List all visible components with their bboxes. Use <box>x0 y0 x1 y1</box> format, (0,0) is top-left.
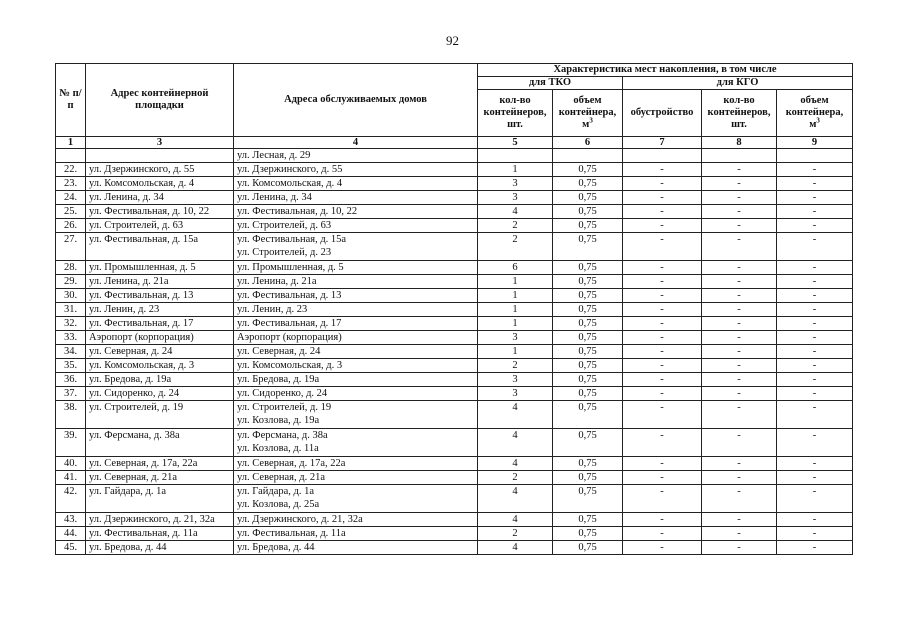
tko-count: 3 <box>478 177 553 191</box>
tko-count: 3 <box>478 331 553 345</box>
tko-count: 4 <box>478 485 553 513</box>
row-number: 33. <box>56 331 86 345</box>
kgo-volume: - <box>777 177 853 191</box>
tko-volume: 0,75 <box>553 485 623 513</box>
kgo-equipment: - <box>623 261 702 275</box>
kgo-volume: - <box>777 457 853 471</box>
site-address: ул. Северная, д. 21а <box>86 471 234 485</box>
tko-volume: 0,75 <box>553 331 623 345</box>
kgo-volume <box>777 149 853 163</box>
tko-count: 2 <box>478 233 553 261</box>
tko-volume: 0,75 <box>553 303 623 317</box>
served-house: ул. Ленин, д. 23 <box>237 304 308 315</box>
kgo-volume: - <box>777 205 853 219</box>
kgo-volume: - <box>777 429 853 457</box>
served-house: ул. Комсомольская, д. 3 <box>237 360 343 371</box>
row-number: 28. <box>56 261 86 275</box>
table-row <box>56 163 853 177</box>
table-row <box>56 317 853 331</box>
table-row <box>56 345 853 359</box>
kgo-equipment: - <box>623 331 702 345</box>
tko-count: 1 <box>478 275 553 289</box>
site-address: ул. Промышленная, д. 5 <box>86 261 234 275</box>
kgo-count: - <box>702 359 777 373</box>
table-row <box>56 457 853 471</box>
table-row <box>56 303 853 317</box>
row-number: 39. <box>56 429 86 457</box>
page-number: 92 <box>446 33 459 48</box>
served-house: ул. Козлова, д. 11а <box>237 443 319 454</box>
tko-count: 1 <box>478 345 553 359</box>
row-number: 23. <box>56 177 86 191</box>
tko-volume: 0,75 <box>553 541 623 555</box>
kgo-volume: - <box>777 261 853 275</box>
tko-count: 6 <box>478 261 553 275</box>
row-number: 44. <box>56 527 86 541</box>
served-house: ул. Ленина, д. 34 <box>237 192 312 203</box>
kgo-equipment: - <box>623 345 702 359</box>
table-row <box>56 331 853 345</box>
header-served: Адреса обслуживаемых домов <box>234 64 478 137</box>
kgo-volume: - <box>777 191 853 205</box>
kgo-volume: - <box>777 471 853 485</box>
column-number: 3 <box>86 137 234 149</box>
tko-volume: 0,75 <box>553 177 623 191</box>
served-houses <box>234 527 478 541</box>
kgo-count <box>702 149 777 163</box>
kgo-equipment: - <box>623 471 702 485</box>
served-house: ул. Строителей, д. 63 <box>237 220 332 231</box>
kgo-count: - <box>702 317 777 331</box>
kgo-equipment: - <box>623 275 702 289</box>
tko-count <box>478 149 553 163</box>
column-number: 1 <box>56 137 86 149</box>
site-address <box>86 149 234 163</box>
tko-volume: 0,75 <box>553 345 623 359</box>
served-house: ул. Комсомольская, д. 4 <box>237 178 343 189</box>
header-tko: для ТКО <box>478 77 623 90</box>
tko-count: 2 <box>478 527 553 541</box>
row-number: 43. <box>56 513 86 527</box>
table-row <box>56 261 853 275</box>
tko-volume: 0,75 <box>553 429 623 457</box>
served-house: ул. Гайдара, д. 1а <box>237 486 315 497</box>
site-address: ул. Фестивальная, д. 17 <box>86 317 234 331</box>
site-address: ул. Фестивальная, д. 10, 22 <box>86 205 234 219</box>
served-houses <box>234 513 478 527</box>
site-address: ул. Северная, д. 17а, 22а <box>86 457 234 471</box>
column-number: 8 <box>702 137 777 149</box>
table-row <box>56 429 853 457</box>
tko-volume: 0,75 <box>553 401 623 429</box>
site-address: ул. Гайдара, д. 1а <box>86 485 234 513</box>
served-house: ул. Фестивальная, д. 13 <box>237 290 342 301</box>
table-row <box>56 373 853 387</box>
kgo-volume: - <box>777 233 853 261</box>
served-house: ул. Фестивальная, д. 15а <box>237 234 347 245</box>
tko-count: 3 <box>478 373 553 387</box>
served-house: Аэропорт (корпорация) <box>237 332 342 343</box>
header-kgo-volume <box>777 90 853 137</box>
site-address: ул. Бредова, д. 44 <box>86 541 234 555</box>
site-address: ул. Сидоренко, д. 24 <box>86 387 234 401</box>
served-houses <box>234 191 478 205</box>
served-houses <box>234 289 478 303</box>
tko-volume: 0,75 <box>553 387 623 401</box>
tko-count: 4 <box>478 205 553 219</box>
table-row <box>56 219 853 233</box>
table-row <box>56 387 853 401</box>
table-row <box>56 527 853 541</box>
kgo-count: - <box>702 275 777 289</box>
served-house: ул. Фестивальная, д. 17 <box>237 318 342 329</box>
served-house: ул. Северная, д. 24 <box>237 346 321 357</box>
tko-count: 2 <box>478 219 553 233</box>
row-number: 26. <box>56 219 86 233</box>
kgo-equipment: - <box>623 205 702 219</box>
tko-count: 1 <box>478 163 553 177</box>
tko-volume: 0,75 <box>553 233 623 261</box>
tko-volume: 0,75 <box>553 275 623 289</box>
kgo-volume: - <box>777 387 853 401</box>
tko-volume: 0,75 <box>553 163 623 177</box>
served-house: ул. Козлова, д. 19а <box>237 415 320 426</box>
kgo-equipment: - <box>623 373 702 387</box>
kgo-equipment: - <box>623 429 702 457</box>
kgo-volume: - <box>777 345 853 359</box>
served-house: ул. Козлова, д. 25а <box>237 499 320 510</box>
served-house: ул. Северная, д. 17а, 22а <box>237 458 346 469</box>
kgo-equipment: - <box>623 219 702 233</box>
served-houses <box>234 373 478 387</box>
site-address: ул. Фестивальная, д. 13 <box>86 289 234 303</box>
served-houses <box>234 205 478 219</box>
tko-volume: 0,75 <box>553 527 623 541</box>
kgo-count: - <box>702 177 777 191</box>
tko-volume: 0,75 <box>553 205 623 219</box>
kgo-volume: - <box>777 373 853 387</box>
tko-count: 4 <box>478 541 553 555</box>
tko-volume: 0,75 <box>553 457 623 471</box>
served-house: ул. Дзержинского, д. 55 <box>237 164 343 175</box>
served-houses <box>234 429 478 457</box>
row-number: 27. <box>56 233 86 261</box>
row-number: 42. <box>56 485 86 513</box>
kgo-volume: - <box>777 163 853 177</box>
served-houses <box>234 401 478 429</box>
site-address: Аэропорт (корпорация) <box>86 331 234 345</box>
header-tko-volume <box>553 90 623 137</box>
table-row <box>56 275 853 289</box>
tko-volume: 0,75 <box>553 317 623 331</box>
kgo-equipment: - <box>623 177 702 191</box>
row-number: 25. <box>56 205 86 219</box>
kgo-count: - <box>702 457 777 471</box>
kgo-count: - <box>702 513 777 527</box>
tko-count: 2 <box>478 471 553 485</box>
served-house: ул. Лесная, д. 29 <box>237 150 311 161</box>
kgo-equipment: - <box>623 317 702 331</box>
kgo-count: - <box>702 345 777 359</box>
kgo-equipment: - <box>623 541 702 555</box>
kgo-equipment: - <box>623 359 702 373</box>
served-houses <box>234 345 478 359</box>
header-group: Характеристика мест накопления, в том числе <box>478 64 853 77</box>
site-address: ул. Бредова, д. 19а <box>86 373 234 387</box>
kgo-count: - <box>702 233 777 261</box>
row-number: 29. <box>56 275 86 289</box>
kgo-count: - <box>702 527 777 541</box>
served-house: ул. Сидоренко, д. 24 <box>237 388 328 399</box>
table-row <box>56 149 853 163</box>
served-house: ул. Строителей, д. 23 <box>237 247 332 258</box>
table-row <box>56 177 853 191</box>
kgo-count: - <box>702 289 777 303</box>
kgo-count: - <box>702 471 777 485</box>
tko-count: 3 <box>478 387 553 401</box>
served-houses <box>234 261 478 275</box>
kgo-equipment: - <box>623 163 702 177</box>
kgo-volume: - <box>777 275 853 289</box>
table-row <box>56 289 853 303</box>
tko-volume: 0,75 <box>553 513 623 527</box>
kgo-volume: - <box>777 513 853 527</box>
served-houses <box>234 541 478 555</box>
table-row <box>56 233 853 261</box>
served-houses <box>234 457 478 471</box>
column-number: 7 <box>623 137 702 149</box>
kgo-count: - <box>702 163 777 177</box>
tko-volume: 0,75 <box>553 261 623 275</box>
row-number: 45. <box>56 541 86 555</box>
served-houses <box>234 471 478 485</box>
tko-count: 1 <box>478 289 553 303</box>
kgo-volume: - <box>777 485 853 513</box>
table-row <box>56 471 853 485</box>
kgo-count: - <box>702 401 777 429</box>
row-number: 32. <box>56 317 86 331</box>
kgo-count: - <box>702 205 777 219</box>
header-num: № п/п <box>56 64 86 137</box>
served-houses <box>234 163 478 177</box>
served-houses <box>234 303 478 317</box>
table-row <box>56 359 853 373</box>
served-houses <box>234 359 478 373</box>
site-address: ул. Строителей, д. 63 <box>86 219 234 233</box>
served-houses <box>234 275 478 289</box>
kgo-count: - <box>702 373 777 387</box>
kgo-volume: - <box>777 331 853 345</box>
row-number: 22. <box>56 163 86 177</box>
served-house: ул. Дзержинского, д. 21, 32а <box>237 514 363 525</box>
header-tko-count: кол-во контейнеров, шт. <box>478 90 553 137</box>
table-row <box>56 541 853 555</box>
served-house: ул. Бредова, д. 19а <box>237 374 320 385</box>
site-address: ул. Комсомольская, д. 4 <box>86 177 234 191</box>
kgo-count: - <box>702 485 777 513</box>
row-number: 30. <box>56 289 86 303</box>
table-body <box>56 149 853 555</box>
site-address: ул. Фестивальная, д. 11а <box>86 527 234 541</box>
tko-count: 4 <box>478 401 553 429</box>
served-houses <box>234 149 478 163</box>
site-address: ул. Ленина, д. 21а <box>86 275 234 289</box>
row-number: 24. <box>56 191 86 205</box>
kgo-volume: - <box>777 317 853 331</box>
site-address: ул. Ленин, д. 23 <box>86 303 234 317</box>
tko-volume: 0,75 <box>553 471 623 485</box>
table-row <box>56 485 853 513</box>
served-house: ул. Промышленная, д. 5 <box>237 262 344 273</box>
tko-volume: 0,75 <box>553 359 623 373</box>
row-number: 41. <box>56 471 86 485</box>
served-houses <box>234 317 478 331</box>
table-row <box>56 513 853 527</box>
header-address: Адрес контейнерной площадки <box>86 64 234 137</box>
tko-count: 1 <box>478 303 553 317</box>
column-number: 4 <box>234 137 478 149</box>
site-address: ул. Комсомольская, д. 3 <box>86 359 234 373</box>
served-houses <box>234 485 478 513</box>
volume-label: объем контейнера, м <box>785 95 844 130</box>
site-address: ул. Ленина, д. 34 <box>86 191 234 205</box>
row-number: 35. <box>56 359 86 373</box>
kgo-volume: - <box>777 289 853 303</box>
row-number <box>56 149 86 163</box>
kgo-equipment: - <box>623 401 702 429</box>
kgo-count: - <box>702 429 777 457</box>
kgo-equipment: - <box>623 303 702 317</box>
kgo-equipment: - <box>623 233 702 261</box>
row-number: 36. <box>56 373 86 387</box>
served-house: ул. Строителей, д. 19 <box>237 402 332 413</box>
served-houses <box>234 387 478 401</box>
volume-sup: 3 <box>816 116 820 125</box>
volume-sup: 3 <box>589 116 593 125</box>
served-house: ул. Ленина, д. 21а <box>237 276 317 287</box>
header-equipment: обустройство <box>623 90 702 137</box>
row-number: 38. <box>56 401 86 429</box>
header-kgo-count: кол-во контейнеров, шт. <box>702 90 777 137</box>
site-address: ул. Ферсмана, д. 38а <box>86 429 234 457</box>
kgo-volume: - <box>777 359 853 373</box>
kgo-volume: - <box>777 401 853 429</box>
kgo-volume: - <box>777 303 853 317</box>
kgo-volume: - <box>777 541 853 555</box>
table-row <box>56 401 853 429</box>
served-houses <box>234 177 478 191</box>
kgo-equipment: - <box>623 289 702 303</box>
served-house: ул. Северная, д. 21а <box>237 472 325 483</box>
column-numbers-row <box>56 137 853 149</box>
site-address: ул. Строителей, д. 19 <box>86 401 234 429</box>
column-number: 5 <box>478 137 553 149</box>
row-number: 31. <box>56 303 86 317</box>
kgo-equipment: - <box>623 387 702 401</box>
kgo-equipment: - <box>623 527 702 541</box>
served-houses <box>234 331 478 345</box>
column-number: 9 <box>777 137 853 149</box>
kgo-count: - <box>702 219 777 233</box>
row-number: 40. <box>56 457 86 471</box>
kgo-equipment: - <box>623 485 702 513</box>
header-kgo: для КГО <box>623 77 853 90</box>
kgo-count: - <box>702 331 777 345</box>
kgo-count: - <box>702 191 777 205</box>
tko-count: 4 <box>478 457 553 471</box>
tko-volume: 0,75 <box>553 289 623 303</box>
kgo-count: - <box>702 387 777 401</box>
tko-count: 4 <box>478 513 553 527</box>
tko-count: 1 <box>478 317 553 331</box>
site-address: ул. Дзержинского, д. 55 <box>86 163 234 177</box>
table-row <box>56 205 853 219</box>
kgo-volume: - <box>777 527 853 541</box>
tko-volume: 0,75 <box>553 373 623 387</box>
kgo-count: - <box>702 541 777 555</box>
row-number: 37. <box>56 387 86 401</box>
row-number: 34. <box>56 345 86 359</box>
served-houses <box>234 233 478 261</box>
tko-volume: 0,75 <box>553 191 623 205</box>
tko-count: 4 <box>478 429 553 457</box>
volume-label: объем контейнера, м <box>558 95 617 130</box>
site-address: ул. Фестивальная, д. 15а <box>86 233 234 261</box>
site-address: ул. Дзержинского, д. 21, 32а <box>86 513 234 527</box>
table-row <box>56 191 853 205</box>
kgo-equipment: - <box>623 191 702 205</box>
container-sites-table <box>55 63 853 555</box>
kgo-equipment: - <box>623 513 702 527</box>
kgo-count: - <box>702 261 777 275</box>
kgo-equipment <box>623 149 702 163</box>
kgo-count: - <box>702 303 777 317</box>
column-number: 6 <box>553 137 623 149</box>
tko-count: 2 <box>478 359 553 373</box>
kgo-volume: - <box>777 219 853 233</box>
served-house: ул. Фестивальная, д. 10, 22 <box>237 206 358 217</box>
served-house: ул. Ферсмана, д. 38а <box>237 430 328 441</box>
served-houses <box>234 219 478 233</box>
site-address: ул. Северная, д. 24 <box>86 345 234 359</box>
tko-volume: 0,75 <box>553 219 623 233</box>
served-house: ул. Фестивальная, д. 11а <box>237 528 346 539</box>
kgo-equipment: - <box>623 457 702 471</box>
served-house: ул. Бредова, д. 44 <box>237 542 315 553</box>
tko-volume <box>553 149 623 163</box>
tko-count: 3 <box>478 191 553 205</box>
